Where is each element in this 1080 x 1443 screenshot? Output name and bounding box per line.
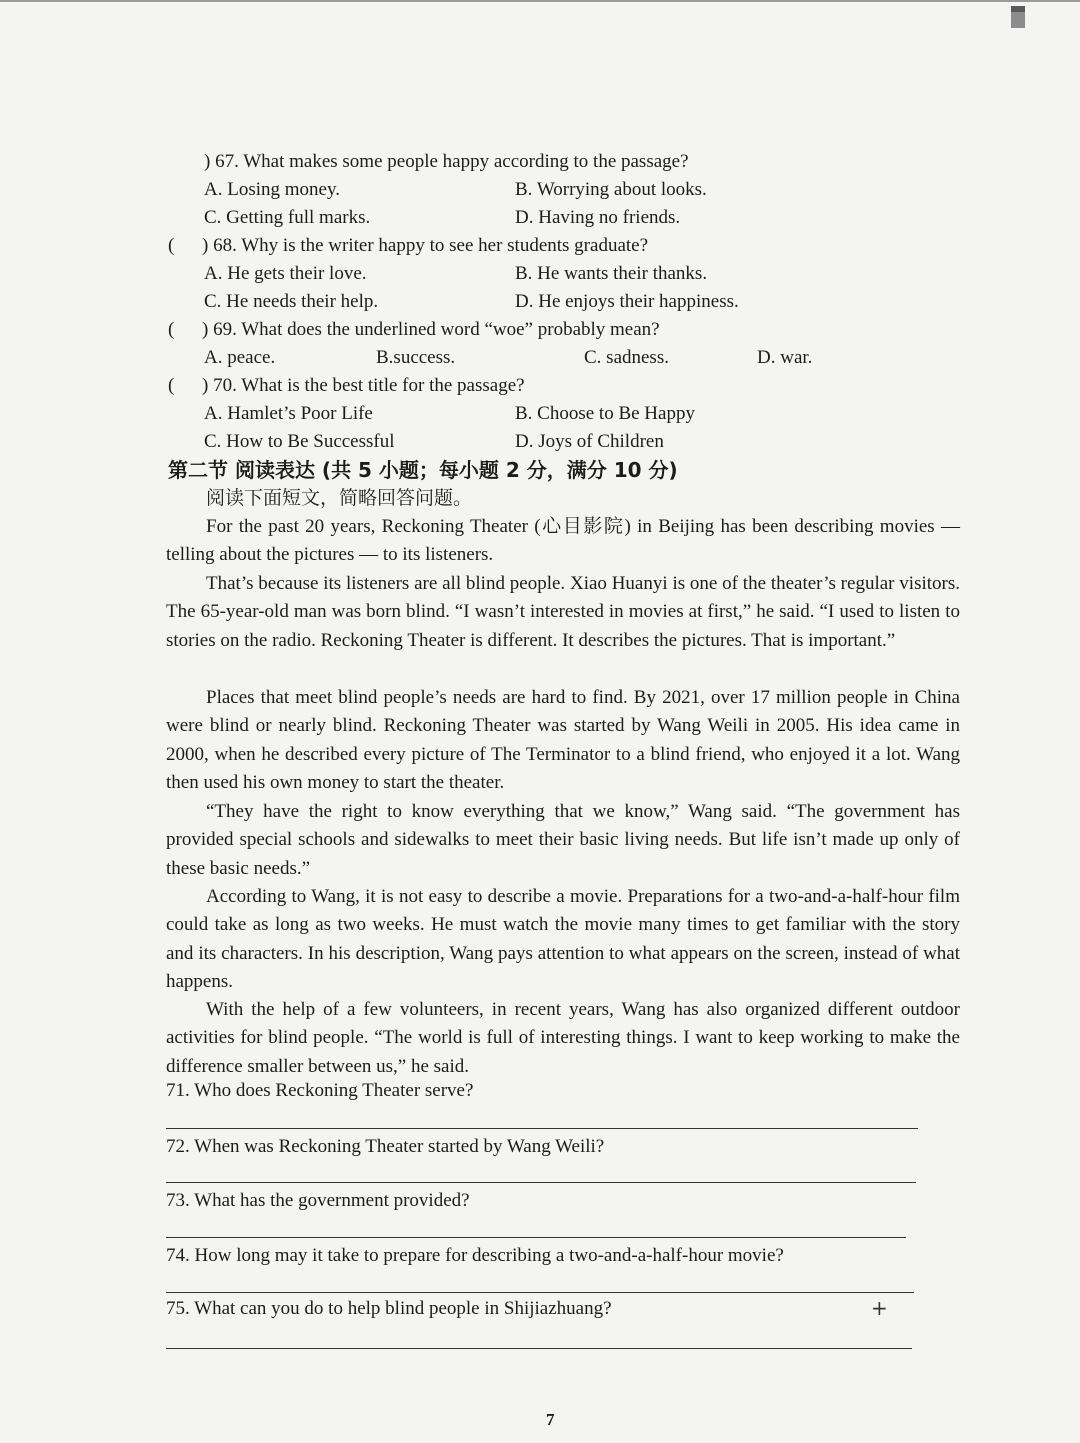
question-68-stem: ) 68. Why is the writer happy to see her students graduate? [202,235,649,256]
answer-line-75[interactable] [166,1348,912,1349]
scan-top-edge [0,0,1080,2]
question-70-stem: ) 70. What is the best title for the passage? [202,375,525,396]
scan-corner-mark-dark [1011,6,1025,12]
short-question-71: 71. Who does Reckoning Theater serve? [166,1080,474,1101]
q67-option-a: A. Losing money. [204,179,340,200]
q68-option-d: D. He enjoys their happiness. [515,291,739,312]
q70-option-a: A. Hamlet’s Poor Life [204,403,373,424]
short-question-74: 74. How long may it take to prepare for describing a two-and-a-half-hour movie? [166,1245,784,1266]
section-title: 第二节 阅读表达 (共 5 小题；每小题 2 分，满分 10 分) [168,458,678,482]
answer-line-72[interactable] [166,1182,916,1183]
question-67-stem: ) 67. What makes some people happy according to the passage? [204,151,689,172]
q70-option-c: C. How to Be Successful [204,431,395,452]
q69-option-a: A. peace. [204,347,276,368]
q69-answer-bracket[interactable]: ( [168,319,175,340]
q68-option-a: A. He gets their love. [204,263,367,284]
q70-option-d: D. Joys of Children [515,431,664,452]
passage-paragraph-1: For the past 20 years, Reckoning Theater (心目影院) in Beijing has been describing movies — telling about the pictures — to its listeners. [166,516,960,566]
q68-option-b: B. He wants their thanks. [515,263,708,284]
passage-paragraph-2: That’s because its listeners are all blind people. Xiao Huanyi is one of the theater’s regular visitors. The 65-year-old man was born blind. “I wasn’t interested in movies at first,” he said. “I used to listen to stories on the radio. Reckoning Theater is different. It describes the pictures. That is important.” [166,573,960,651]
passage-paragraph-4: “They have the right to know everything that we know,” Wang said. “The government has provided special schools and sidewalks to meet their basic living needs. But life isn’t made up only of these basic needs.” [166,801,960,879]
q67-option-b: B. Worrying about looks. [515,179,707,200]
q67-option-d: D. Having no friends. [515,207,681,228]
passage-paragraph-6: With the help of a few volunteers, in recent years, Wang has also organized different outdoor activities for blind people. “The world is full of interesting things. I want to keep working to make the difference smaller between us,” he said. [166,999,960,1077]
section-instruction: 阅读下面短文，简略回答问题。 [206,487,473,509]
q67-option-c: C. Getting full marks. [204,207,371,228]
q69-option-c: C. sadness. [584,347,669,368]
page-number: 7 [546,1410,555,1429]
short-question-73: 73. What has the government provided? [166,1190,470,1211]
q69-option-b: B.success. [376,347,456,368]
answer-line-74[interactable] [166,1292,914,1293]
q70-option-b: B. Choose to Be Happy [515,403,695,424]
q69-option-d: D. war. [757,347,813,368]
question-68 [168,232,648,260]
answer-line-71[interactable] [166,1128,918,1129]
short-question-72: 72. When was Reckoning Theater started by Wang Weili? [166,1136,605,1157]
answer-line-73[interactable] [166,1237,906,1238]
question-70 [168,372,525,400]
q70-answer-bracket[interactable]: ( [168,375,175,396]
short-question-75: 75. What can you do to help blind people in Shijiazhuang? [166,1298,612,1319]
question-69-stem: ) 69. What does the underlined word “woe” probably mean? [202,319,660,340]
question-69 [168,316,660,344]
stray-plus-mark: + [871,1296,888,1320]
passage-paragraph-3: Places that meet blind people’s needs are hard to find. By 2021, over 17 million people in China were blind or nearly blind. Reckoning Theater was started by Wang Weili in 2005. His idea came in 2000, when he described every picture of The Terminator to a blind friend, who enjoyed it a lot. Wang then used his own money to start the theater. [166,687,960,793]
passage-paragraph-5: According to Wang, it is not easy to describe a movie. Preparations for a two-and-a-half-hour film could take as long as two weeks. He must watch the movie many times to get familiar with the story and its characters. In his description, Wang pays attention to what appears on the screen, instead of what happens. [166,886,960,992]
q68-answer-bracket[interactable]: ( [168,235,175,256]
q68-option-c: C. He needs their help. [204,291,379,312]
